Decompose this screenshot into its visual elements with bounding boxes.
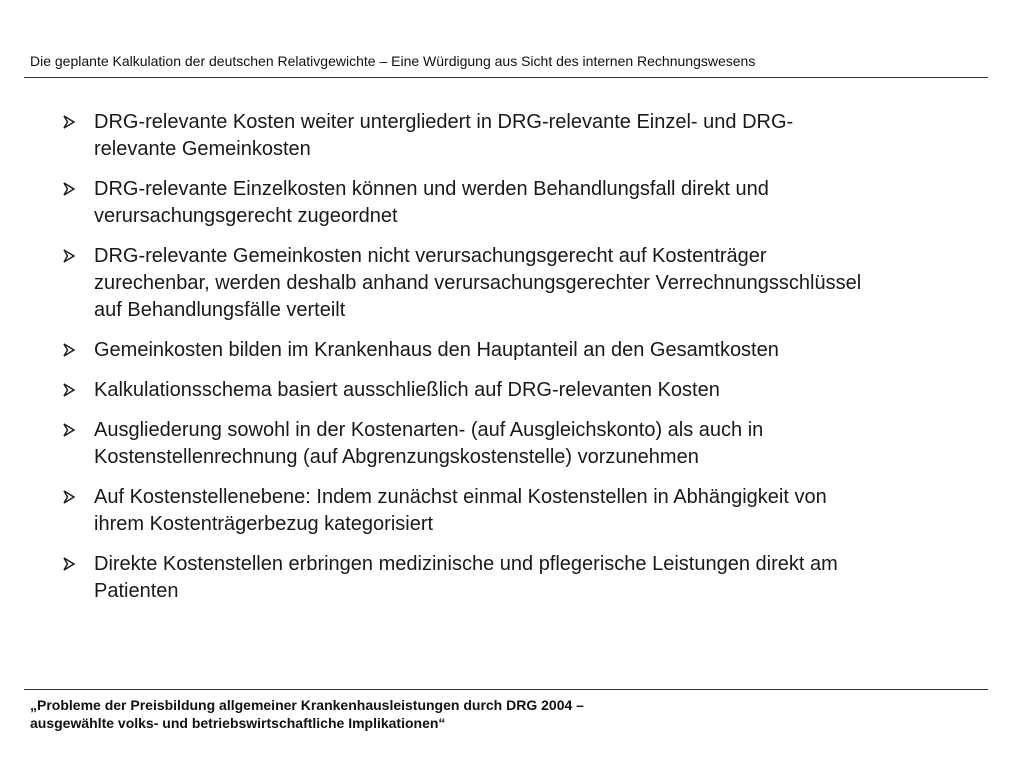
bullet-text-line: DRG-relevante Gemeinkosten nicht verursachungsgerecht auf Kostenträger [94, 245, 767, 267]
bullet-text-line: Gemeinkosten bilden im Krankenhaus den Hauptanteil an den Gesamtkosten [94, 339, 779, 361]
bullet-item [62, 377, 982, 404]
footer-citation [30, 696, 584, 732]
bullet-text-line: Auf Kostenstellenebene: Indem zunächst einmal Kostenstellen in Abhängigkeit von [94, 486, 827, 508]
bullet-text-line: verursachungsgerecht zugeordnet [94, 205, 398, 227]
bullet-item [62, 484, 982, 538]
bullet-text-line: Kalkulationsschema basiert ausschließlich auf DRG-relevanten Kosten [94, 379, 720, 401]
bullet-text-line: DRG-relevante Kosten weiter untergliedert in DRG-relevante Einzel- und DRG- [94, 111, 794, 133]
bullet-item [62, 417, 982, 471]
arrowhead-bullet-icon [62, 243, 80, 270]
arrowhead-bullet-icon [62, 176, 80, 203]
arrowhead-bullet-icon [62, 417, 80, 444]
footer-line-1: „Probleme der Preisbildung allgemeiner Krankenhausleistungen durch DRG 2004 – [30, 697, 584, 713]
footer-line-2: ausgewählte volks- und betriebswirtschaftliche Implikationen“ [30, 715, 446, 731]
bullet-text-line: ihrem Kostenträgerbezug kategorisiert [94, 513, 434, 535]
bullet-item [62, 243, 982, 324]
slide-header-title: Die geplante Kalkulation der deutschen Relativgewichte – Eine Würdigung aus Sicht des internen Rechnungswesens [30, 53, 756, 69]
arrowhead-bullet-icon [62, 109, 80, 136]
bullet-text-line: Direkte Kostenstellen erbringen medizinische und pflegerische Leistungen direkt am [94, 553, 838, 575]
bullet-text-line: DRG-relevante Einzelkosten können und werden Behandlungsfall direkt und [94, 178, 769, 200]
bullet-item [62, 337, 982, 364]
arrowhead-bullet-icon [62, 551, 80, 578]
bullet-text-line: Patienten [94, 580, 179, 602]
bullet-text-line: auf Behandlungsfälle verteilt [94, 299, 346, 321]
bullet-text-line: zurechenbar, werden deshalb anhand verursachungsgerechter Verrechnungsschlüssel [94, 272, 862, 294]
bullet-list [62, 109, 982, 618]
bullet-item [62, 176, 982, 230]
arrowhead-bullet-icon [62, 377, 80, 404]
bullet-text-line: relevante Gemeinkosten [94, 138, 311, 160]
arrowhead-bullet-icon [62, 337, 80, 364]
arrowhead-bullet-icon [62, 484, 80, 511]
bullet-text-line: Ausgliederung sowohl in der Kostenarten- (auf Ausgleichskonto) als auch in [94, 419, 764, 441]
bullet-item [62, 109, 982, 163]
bullet-text-line: Kostenstellenrechnung (auf Abgrenzungskostenstelle) vorzunehmen [94, 446, 699, 468]
bullet-item [62, 551, 982, 605]
footer-divider [24, 689, 988, 690]
header-divider [24, 77, 988, 78]
